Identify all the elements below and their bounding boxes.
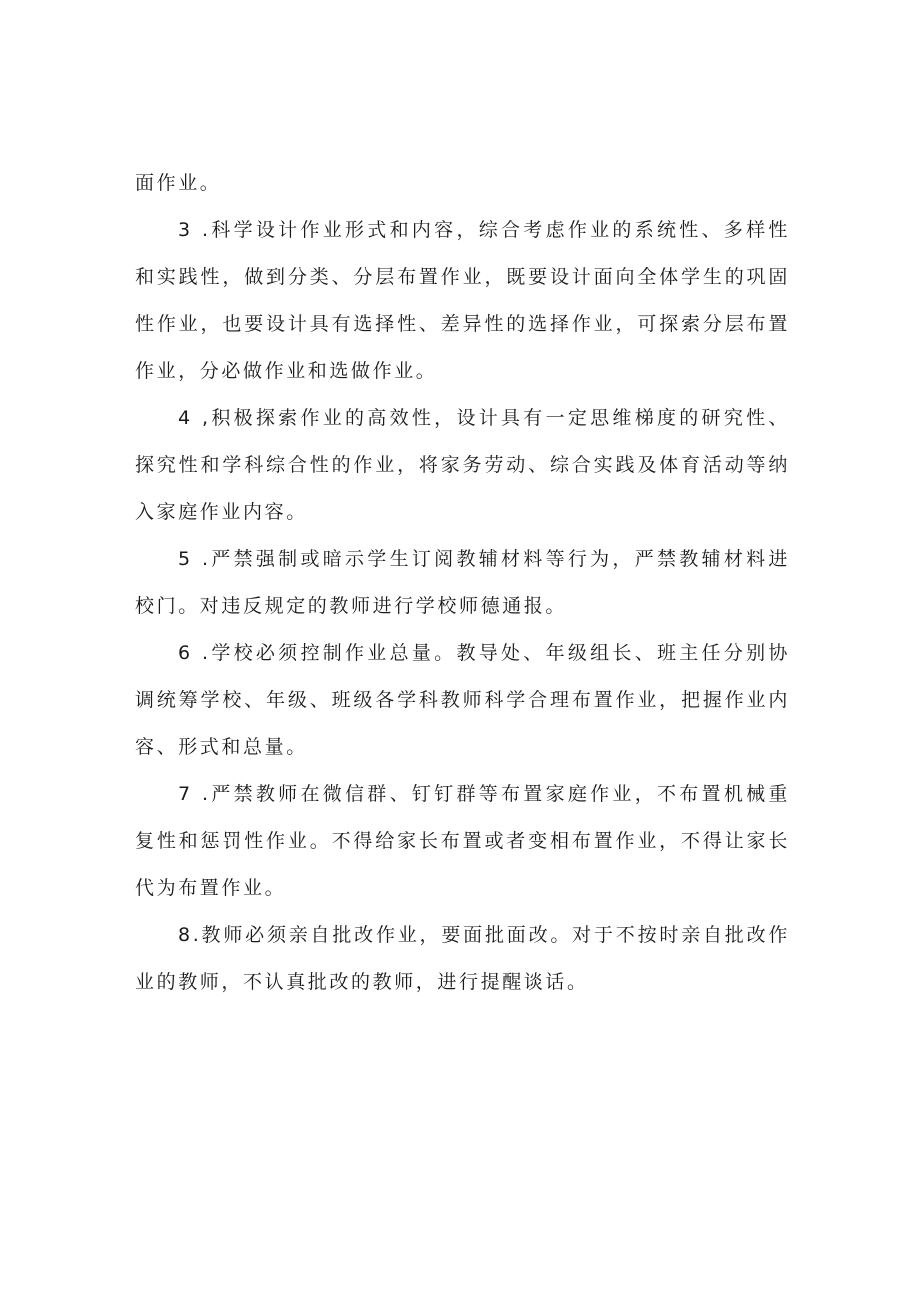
paragraph-continuation: 面作业。 xyxy=(135,172,222,194)
paragraph-item-6: 6 .学校必须控制作业总量。教导处、年级组长、班主任分别协调统筹学校、年级、班级各学科教师科学合理布置作业，把握作业内容、形式和总量。 xyxy=(135,642,790,758)
paragraph-item-8: 8.教师必须亲自批改作业，要面批面改。对于不按时亲自批改作业的教师，不认真批改的教师，进行提醒谈话。 xyxy=(135,924,790,993)
paragraph-item-4: 4 ,积极探索作业的高效性，设计具有一定思维梯度的研究性、探究性和学科综合性的作业，将家务劳动、综合实践及体育活动等纳入家庭作业内容。 xyxy=(135,407,790,523)
document-body xyxy=(135,160,790,1006)
paragraph-item-7: 7 .严禁教师在微信群、钉钉群等布置家庭作业，不布置机械重复性和惩罚性作业。不得给家长布置或者变相布置作业，不得让家长代为布置作业。 xyxy=(135,783,790,899)
paragraph-item-5: 5 .严禁强制或暗示学生订阅教辅材料等行为，严禁教辅材料进校门。对违反规定的教师进行学校师德通报。 xyxy=(135,548,790,617)
paragraph-item-3: 3 .科学设计作业形式和内容，综合考虑作业的系统性、多样性和实践性，做到分类、分层布置作业，既要设计面向全体学生的巩固性作业，也要设计具有选择性、差异性的选择作业，可探索分层布置作业，分必做作业和选做作业。 xyxy=(135,219,790,382)
